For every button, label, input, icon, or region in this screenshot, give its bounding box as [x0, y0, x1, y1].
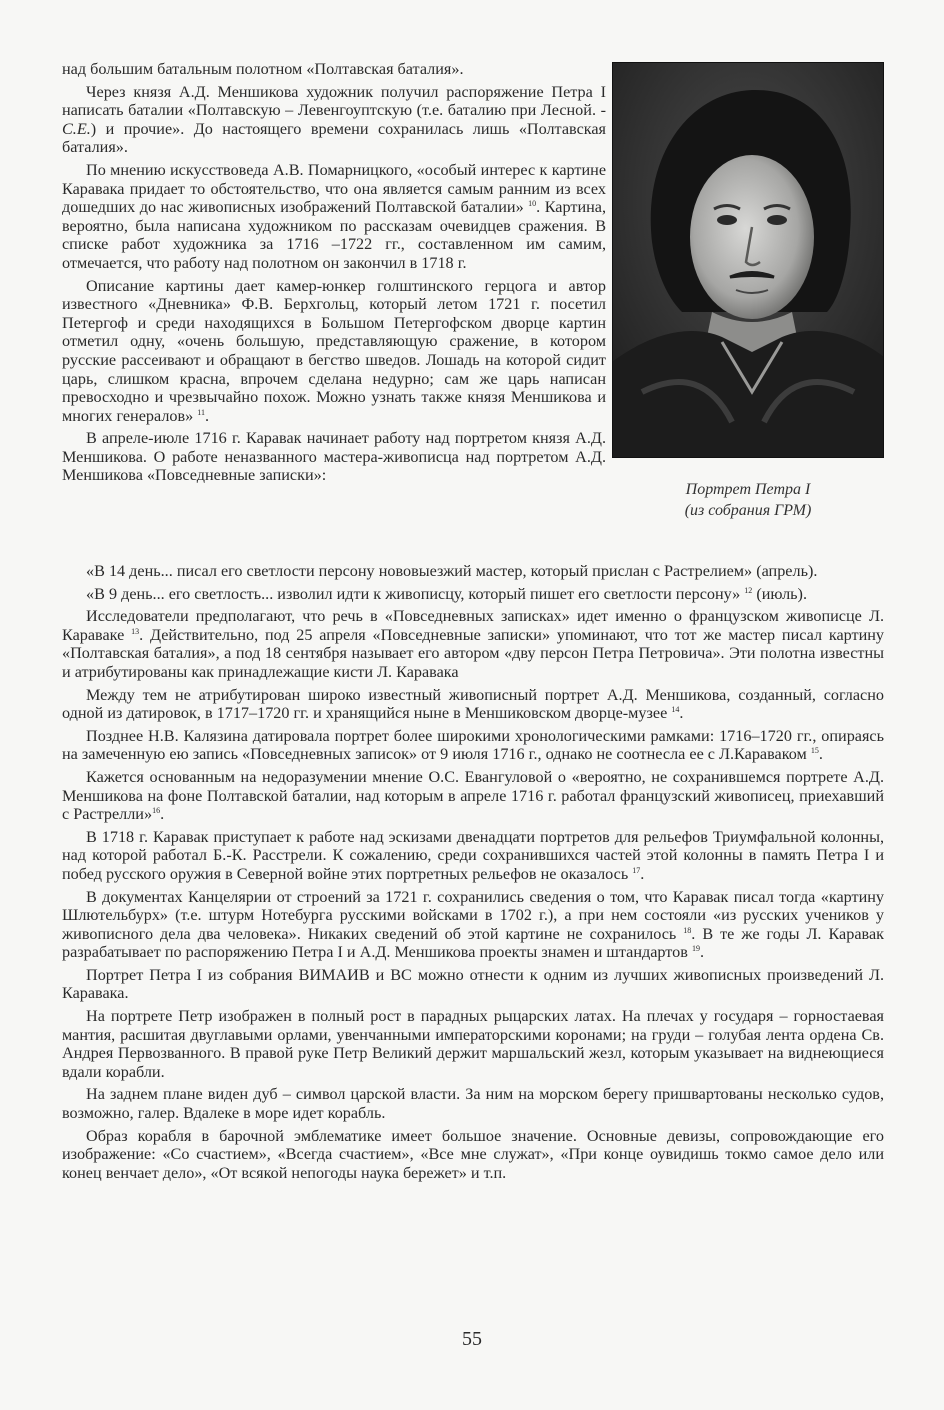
paragraph: Описание картины дает камер-юнкер голштинского герцога и автор известного «Дневника» Ф.В. Берхгольц, который летом 1721 г. посетил Петергоф и среди находящихся в Большом Петергофском дворце картин отметил одну, «очень большую, представляющую сражение, в котором русские рассеивают и обращают в бегство шведов. Лошадь на которой сидит царь, слишком красна, впрочем сделана недурно; сам же царь написан превосходно и чрезвычайно похож. Можно узнать также князя Меншикова и многих генералов» $^{11}$.: [62, 276, 606, 425]
portrait-caption: [612, 479, 884, 521]
paragraph: В апреле-июле 1716 г. Каравак начинает работу над портретом князя А.Д. Меншикова. О работе неназванного мастера-живописца над портретом А.Д. Меншикова «Повседневные записки»:: [62, 429, 606, 485]
paragraph: По мнению искусствоведа А.В. Помарницкого, «особый интерес к картине Каравака придает то обстоятельство, что она является самым ранним из всех дошедших до нас живописных изображений Полтавской баталии» $^{10}$. Картина, вероятно, была написана художником по рассказам очевидцев сражения. В списке работ художника за 1716 –1722 гг., составленном им самим, отмечается, что работу над полотном он закончил в 1718 г.: [62, 160, 607, 272]
quote-paragraph: «В 9 день... его светлость... изволил идти к живописцу, который пишет его светлости персону» $^{12}$ (июль).: [86, 584, 807, 603]
footnote-ref: 14: [671, 705, 680, 715]
paragraph: Через князя А.Д. Меншикова художник получил распоряжение Петра I написать баталии «Полтавскую – Левенгоуптскую (т.е. баталию при Лесной. - С.Е.) и прочие». До настоящего времени сохранилась лишь «Полтавская баталия».: [62, 82, 606, 157]
page-number: 55: [462, 1328, 482, 1350]
footnote-ref: 18: [683, 925, 692, 935]
portrait-illustration: [612, 62, 884, 458]
paragraph: Кажется основанным на недоразумении мнение О.С. Евангуловой о «вероятно, не сохранившемся портрете А.Д. Меншикова на фоне Полтавской баталии, над которым в апреле 1716 г. работал французский живописец, приехавший с Растрелли»$^{16}$.: [62, 767, 884, 824]
paragraph: В документах Канцелярии от строений за 1721 г. сохранились сведения о том, что Каравак писал тогда «картину Шлютельбурх» (т.е. штурм Нотебурга русскими войсками в 1702 г.), а при нем состояли «из русских учеников у живописного дела два человека». Никаких сведений об этой картине не сохранилось $^{18}$. В те же годы Л. Каравак разрабатывает по распоряжению Петра I и А.Д. Меншикова проекты знамен и штандартов $^{19}$.: [62, 887, 884, 962]
lower-text-column: [62, 562, 884, 1186]
footnote-ref: 13: [131, 626, 140, 636]
paragraph: Позднее Н.В. Калязина датировала портрет более широкими хронологическими рамками: 1716–1720 гг., опираясь на замеченную ею запись «Повседневных записок» от 9 июля 1716 г., однако не соотнесла ее с Л.Караваком $^{15}$.: [62, 726, 884, 764]
footnote-ref: 12: [744, 585, 753, 595]
quote-paragraph: «В 14 день... писал его светлости персону нововыезжий мастер, который прислан с Растрелием» (апрель).: [86, 562, 818, 580]
upper-text-column: [62, 60, 606, 489]
paragraph: Исследователи предполагают, что речь в «Повседневных записках» идет именно о французском живописце Л. Караваке $^{13}$. Действительно, под 25 апреля «Повседневные записки» упоминают, что тот же мастер писал картину «Полтавская баталия», а под 18 сентября называет его автором «дву персон Петра Петровича». Эти полотна известны и атрибутированы как принадлежащие кисти Л. Каравака: [62, 607, 885, 681]
paragraph: На портрете Петр изображен в полный рост в парадных рыцарских латах. На плечах у государя – горностаевая мантия, расшитая двуглавыми орлами, увенчанными императорскими коронами; на груди – голубая лента ордена Св. Андрея Первозванного. В правой руке Петр Великий держит маршальский жезл, которым указывает на виднеющиеся вдали корабли.: [62, 1007, 884, 1081]
paragraph: над большим батальным полотном «Полтавская баталия».: [62, 60, 464, 78]
author-initials: С.Е.: [62, 119, 91, 138]
paragraph: Образ корабля в барочной эмблематике имеет большое значение. Основные девизы, сопровождающие его изображение: «Со счастием», «Всегда счастием», «Все мне служат», «При конце оувидишь токмо самое дело или конец венчает дело», «От всякой непогоды наука бережет» и т.п.: [62, 1126, 884, 1182]
caption-title: Портрет Петра I: [685, 481, 811, 498]
footnote-ref: 11: [197, 407, 205, 417]
paragraph: Между тем не атрибутирован широко известный живописный портрет А.Д. Меншикова, созданный, согласно одной из датировок, в 1717–1720 гг. и хранящийся ныне в Меншиковском дворце-музее $^{14}$.: [62, 685, 884, 723]
footnote-ref: 10: [528, 199, 537, 209]
paragraph: В 1718 г. Каравак приступает к работе над эскизами двенадцати портретов для рельефов Триумфальной колонны, над которой работал Б.-К. Расстрели. К сожалению, среди сохранившихся частей этой колонны в память Петра I и побед русского оружия в Северной войне этих портретных рельефов не оказалось $^{17}$.: [62, 827, 884, 883]
footnote-ref: 16: [152, 806, 161, 816]
footnote-ref: 15: [810, 746, 819, 756]
caption-source: (из собрания ГРМ): [684, 502, 812, 519]
portrait-image: [612, 62, 884, 458]
paragraph: На заднем плане виден дуб – символ царской власти. За ним на морском берегу пришвартованы несколько судов, возможно, галер. Вдалеке в море идет корабль.: [62, 1085, 884, 1123]
paragraph: Портрет Петра I из собрания ВИМАИВ и ВС можно отнести к одним из лучших живописных произведений Л. Каравака.: [62, 965, 884, 1003]
footnote-ref: 19: [691, 944, 700, 954]
footnote-ref: 17: [632, 865, 641, 875]
